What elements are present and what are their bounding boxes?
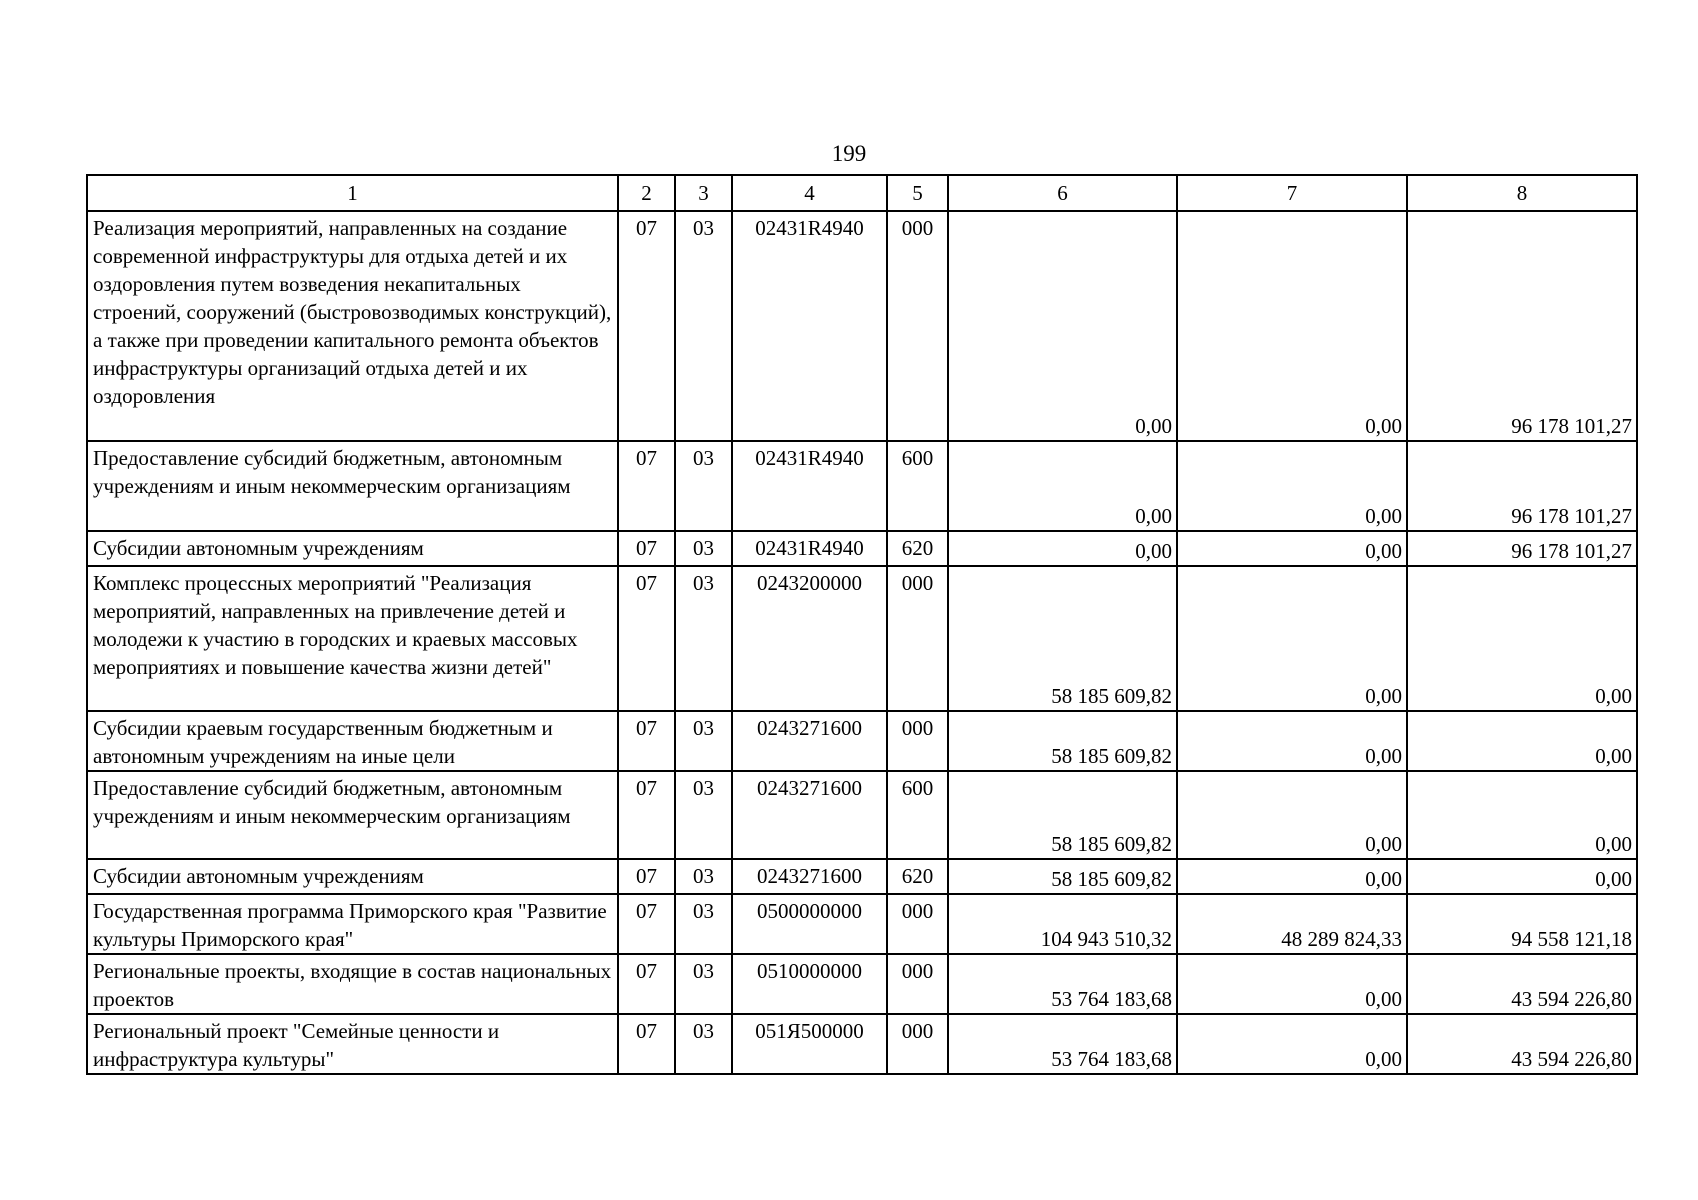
column-header: 4 [732, 175, 887, 211]
target-article-code: 0243271600 [732, 771, 887, 859]
column-header: 3 [675, 175, 732, 211]
column-header: 7 [1177, 175, 1407, 211]
page-number: 199 [831, 141, 867, 166]
target-article-code: 0500000000 [732, 894, 887, 954]
amount-col-7: 0,00 [1177, 711, 1407, 771]
row-name: Региональные проекты, входящие в состав национальных проектов [87, 954, 618, 1014]
subsection-code: 03 [675, 771, 732, 859]
amount-col-7: 0,00 [1177, 531, 1407, 566]
amount-col-8: 0,00 [1407, 771, 1637, 859]
expense-type-code: 000 [887, 566, 948, 711]
column-header: 6 [948, 175, 1177, 211]
expense-type-code: 600 [887, 441, 948, 531]
section-code: 07 [618, 954, 675, 1014]
column-header: 1 [87, 175, 618, 211]
table-row [87, 894, 1637, 954]
table-row [87, 1014, 1637, 1074]
amount-col-6: 0,00 [948, 211, 1177, 441]
amount-col-7: 0,00 [1177, 211, 1407, 441]
amount-col-6: 0,00 [948, 531, 1177, 566]
target-article-code: 0243271600 [732, 859, 887, 894]
section-code: 07 [618, 566, 675, 711]
column-header: 8 [1407, 175, 1637, 211]
expense-type-code: 000 [887, 211, 948, 441]
header-row [87, 175, 1637, 211]
amount-col-7: 0,00 [1177, 954, 1407, 1014]
row-name: Комплекс процессных мероприятий "Реализация мероприятий, направленных на привлечение детей и молодежи к участию в городских и краевых массовых мероприятиях и повышение качества жизни детей" [87, 566, 618, 711]
row-name: Предоставление субсидий бюджетным, автономным учреждениям и иным некоммерческим организациям [87, 771, 618, 859]
table-row [87, 954, 1637, 1014]
row-name: Субсидии автономным учреждениям [87, 531, 618, 566]
amount-col-8: 43 594 226,80 [1407, 1014, 1637, 1074]
target-article-code: 051Я500000 [732, 1014, 887, 1074]
table-row [87, 859, 1637, 894]
row-name: Предоставление субсидий бюджетным, автономным учреждениям и иным некоммерческим организациям [87, 441, 618, 531]
subsection-code: 03 [675, 441, 732, 531]
amount-col-7: 0,00 [1177, 771, 1407, 859]
target-article-code: 02431R4940 [732, 531, 887, 566]
amount-col-6: 58 185 609,82 [948, 859, 1177, 894]
subsection-code: 03 [675, 859, 732, 894]
amount-col-8: 94 558 121,18 [1407, 894, 1637, 954]
amount-col-8: 0,00 [1407, 566, 1637, 711]
subsection-code: 03 [675, 894, 732, 954]
amount-col-8: 43 594 226,80 [1407, 954, 1637, 1014]
expense-type-code: 000 [887, 711, 948, 771]
target-article-code: 02431R4940 [732, 211, 887, 441]
target-article-code: 0243200000 [732, 566, 887, 711]
section-code: 07 [618, 211, 675, 441]
section-code: 07 [618, 711, 675, 771]
section-code: 07 [618, 859, 675, 894]
table-row [87, 711, 1637, 771]
row-name: Субсидии автономным учреждениям [87, 859, 618, 894]
budget-table [86, 174, 1638, 1075]
target-article-code: 0510000000 [732, 954, 887, 1014]
amount-col-8: 96 178 101,27 [1407, 531, 1637, 566]
amount-col-6: 104 943 510,32 [948, 894, 1177, 954]
amount-col-6: 53 764 183,68 [948, 1014, 1177, 1074]
row-name: Государственная программа Приморского края "Развитие культуры Приморского края" [87, 894, 618, 954]
expense-type-code: 600 [887, 771, 948, 859]
table-row [87, 531, 1637, 566]
amount-col-8: 96 178 101,27 [1407, 211, 1637, 441]
subsection-code: 03 [675, 566, 732, 711]
expense-type-code: 000 [887, 954, 948, 1014]
amount-col-6: 58 185 609,82 [948, 711, 1177, 771]
subsection-code: 03 [675, 1014, 732, 1074]
amount-col-8: 0,00 [1407, 711, 1637, 771]
table-row [87, 211, 1637, 441]
target-article-code: 02431R4940 [732, 441, 887, 531]
table-row [87, 441, 1637, 531]
table-row [87, 771, 1637, 859]
amount-col-8: 96 178 101,27 [1407, 441, 1637, 531]
expense-type-code: 620 [887, 859, 948, 894]
target-article-code: 0243271600 [732, 711, 887, 771]
amount-col-7: 0,00 [1177, 859, 1407, 894]
column-header: 2 [618, 175, 675, 211]
amount-col-6: 58 185 609,82 [948, 566, 1177, 711]
section-code: 07 [618, 771, 675, 859]
amount-col-7: 0,00 [1177, 1014, 1407, 1074]
expense-type-code: 000 [887, 894, 948, 954]
row-name: Реализация мероприятий, направленных на создание современной инфраструктуры для отдыха детей и их оздоровления путем возведения некапитальных строений, сооружений (быстровозводимых конструкций), а также при проведении капитального ремонта объектов инфраструктуры организаций отдыха детей и их оздоровления [87, 211, 618, 441]
amount-col-6: 53 764 183,68 [948, 954, 1177, 1014]
subsection-code: 03 [675, 211, 732, 441]
section-code: 07 [618, 894, 675, 954]
section-code: 07 [618, 531, 675, 566]
section-code: 07 [618, 1014, 675, 1074]
amount-col-7: 48 289 824,33 [1177, 894, 1407, 954]
column-header: 5 [887, 175, 948, 211]
amount-col-6: 58 185 609,82 [948, 771, 1177, 859]
amount-col-6: 0,00 [948, 441, 1177, 531]
amount-col-7: 0,00 [1177, 441, 1407, 531]
subsection-code: 03 [675, 711, 732, 771]
row-name: Субсидии краевым государственным бюджетным и автономным учреждениям на иные цели [87, 711, 618, 771]
amount-col-8: 0,00 [1407, 859, 1637, 894]
subsection-code: 03 [675, 954, 732, 1014]
row-name: Региональный проект "Семейные ценности и инфраструктура культуры" [87, 1014, 618, 1074]
section-code: 07 [618, 441, 675, 531]
subsection-code: 03 [675, 531, 732, 566]
expense-type-code: 620 [887, 531, 948, 566]
table-row [87, 566, 1637, 711]
amount-col-7: 0,00 [1177, 566, 1407, 711]
expense-type-code: 000 [887, 1014, 948, 1074]
